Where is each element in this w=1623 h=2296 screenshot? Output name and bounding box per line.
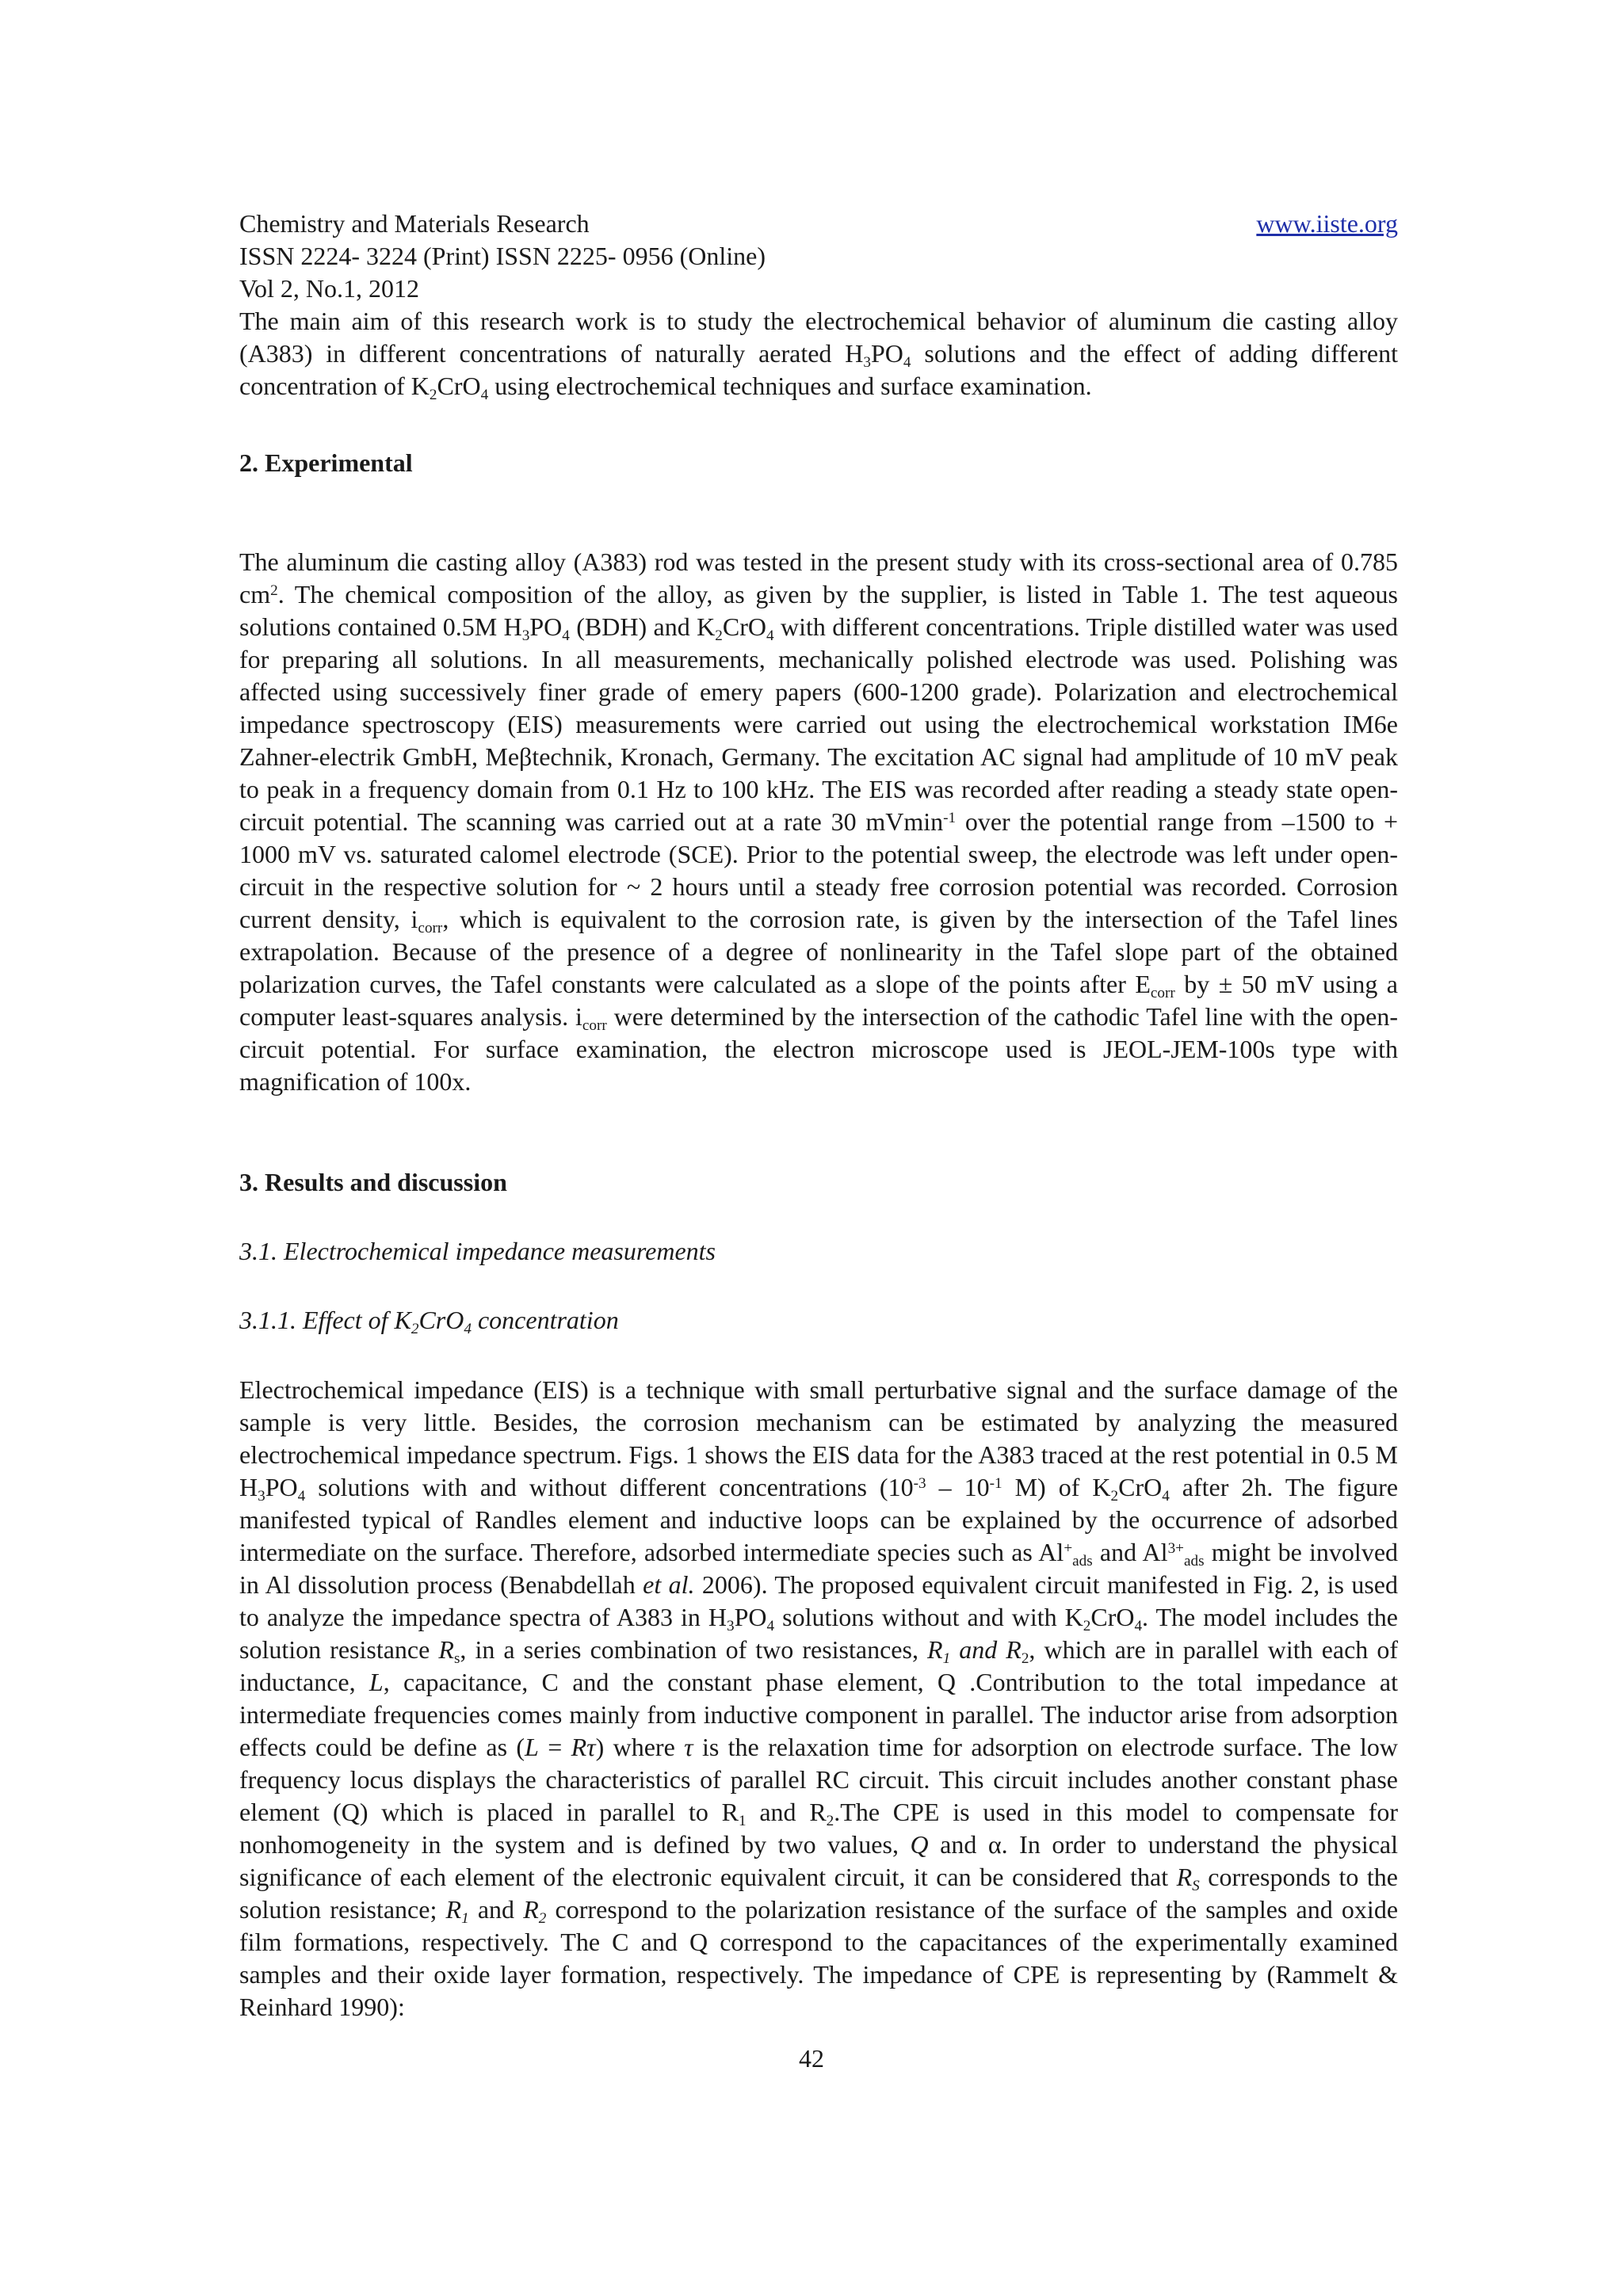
section-heading-results: 3. Results and discussion [239,1168,507,1196]
intro-paragraph: The main aim of this research work is to study the electrochemical behavior of aluminum die casting alloy (A383) in different concentrations of naturally aerated $H_3PO_4$ solutions and the effect of adding different concentration of $K_2CrO_4$ using electrochemical techniques and surface examination. [239,307,1399,403]
page-content [239,208,1398,2023]
journal-volume: Vol 2, No.1, 2012 [239,274,419,303]
journal-issn: ISSN 2224- 3224 (Print) ISSN 2225- 0956 (Online) [239,242,766,270]
subsection-heading-k2cro4: 3.1.1. Effect of $K_2CrO_4$ concentration [239,1306,619,1337]
results-paragraph: Electrochemical impedance (EIS) is a technique with small perturbative signal and the surface damage of the sample is very little. Besides, the corrosion mechanism can be estimated by analyzing the measured electrochemical impedance spectrum. Figs. 1 shows the EIS data for the A383 traced at the rest potential in 0.5 M $H_3PO_4$ solutions with and without different concentrations ($10^{-3} - 10^{-1}$ M) of $K_2CrO_4$ after 2h. The figure manifested typical of Randles element and inductive loops can be explained by the occurrence of adsorbed intermediate on the surface. Therefore, adsorbed intermediate species such as $Al^+_{ads}$ and $Al^{3+}_{ads}$ might be involved in Al dissolution process (Benabdellah et al. 2006). The proposed equivalent circuit manifested in Fig. 2, is used to analyze the impedance spectra of A383 in $H_3PO_4$ solutions without and with $K_2CrO_4$. The model includes the solution resistance $R_s$, in a series combination of two resistances, $R_1$ and $R_2$, which are in parallel with each of inductance, L, capacitance, C and the constant phase element, Q .Contribution to the total impedance at intermediate frequencies comes mainly from inductive component in parallel. The inductor arise from adsorption effects could be define as (L = Rτ) where τ is the relaxation time for adsorption on electrode surface. The low frequency locus displays the characteristics of parallel RC circuit. This circuit includes another constant phase element (Q) which is placed in parallel to $R_1$ and $R_2.The$ CPE is used in this model to compensate for nonhomogeneity in the system and is defined by two values, Q and α. In order to understand the physical significance of each element of the electronic equivalent circuit, it can be considered that $R_S$ corresponds to the solution resistance; $R_1$ and $R_2$ correspond to the polarization resistance of the surface of the samples and oxide film formations, respectively. The C and Q correspond to the capacitances of the experimentally examined samples and their oxide layer formation, respectively. The impedance of CPE is representing by (Rammelt & Reinhard 1990): [239,1375,1399,2021]
experimental-paragraph: The aluminum die casting alloy (A383) rod was tested in the present study with its cross-sectional area of 0.785 $cm^2$. The chemical composition of the alloy, as given by the supplier, is listed in Table 1. The test aqueous solutions contained 0.5M $H_3PO_4$ (BDH) and $K_2CrO_4$ with different concentrations. Triple distilled water was used for preparing all solutions. In all measurements, mechanically polished electrode was used. Polishing was affected using successively finer grade of emery papers (600-1200 grade). Polarization and electrochemical impedance spectroscopy (EIS) measurements were carried out using the electrochemical workstation IM6e Zahner-electrik GmbH, Meβtechnik, Kronach, Germany. The excitation AC signal had amplitude of 10 mV peak to peak in a frequency domain from 0.1 Hz to 100 kHz. The EIS was recorded after reading a steady state open-circuit potential. The scanning was carried out at a rate 30 mVmin$^{-1}$ over the potential range from –1500 to + 1000 mV vs. saturated calomel electrode (SCE). Prior to the potential sweep, the electrode was left under open-circuit in the respective solution for ~ 2 hours until a steady free corrosion potential was recorded. Corrosion current density, $i_{corr}$, which is equivalent to the corrosion rate, is given by the intersection of the Tafel lines extrapolation. Because of the presence of a degree of nonlinearity in the Tafel slope part of the obtained polarization curves, the Tafel constants were calculated as a slope of the points after $E_{corr}$ by ± 50 mV using a computer least-squares analysis. $i_{corr}$ were determined by the intersection of the cathodic Tafel line with the open-circuit potential. For surface examination, the electron microscope used is JEOL-JEM-100s type with magnification of 100x. [239,547,1399,1096]
journal-website-link[interactable]: www.iiste.org [1256,209,1398,238]
page-number: 42 [799,2044,824,2073]
journal-title: Chemistry and Materials Research [239,209,590,238]
section-heading-experimental: 2. Experimental [239,448,413,477]
subsection-heading-eis: 3.1. Electrochemical impedance measurements [239,1237,716,1265]
journal-header [239,208,1398,305]
